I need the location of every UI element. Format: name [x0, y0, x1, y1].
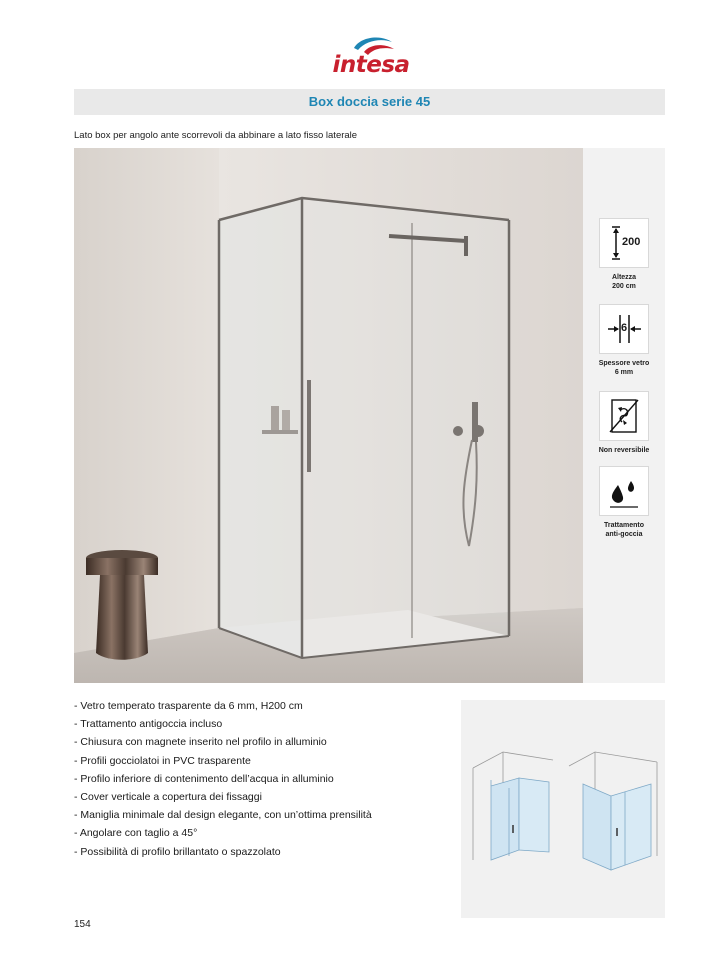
shower-enclosure-image: [74, 148, 583, 683]
feature-thickness: [583, 304, 665, 377]
product-subtitle: Lato box per angolo ante scorrevoli da abbinare a lato fisso laterale: [74, 130, 358, 141]
feature-anti-drop: [583, 466, 665, 539]
list-item: - Trattamento antigoccia incluso: [74, 718, 223, 731]
feature-label: Altezza: [611, 274, 637, 281]
logo-text: intesa: [332, 52, 410, 78]
page-title: Box doccia serie 45: [308, 94, 431, 109]
non-reversible-icon: [599, 391, 649, 441]
glass-thickness-icon: [599, 304, 649, 354]
technical-drawings: [461, 700, 665, 918]
feature-height: [583, 218, 665, 291]
brand-logo: [330, 34, 412, 82]
list-item: - Maniglia minimale dal design elegante, con un’ottima prensilità: [74, 809, 372, 822]
product-photo: [74, 148, 583, 683]
title-bar: [74, 89, 665, 115]
anti-drop-icon: [599, 466, 649, 516]
configuration-drawing: [461, 700, 665, 918]
feature-label: 200 cm: [612, 283, 636, 290]
feature-label: Trattamento: [603, 522, 645, 529]
feature-label: anti-goccia: [605, 531, 643, 538]
list-item: - Profili gocciolatoi in PVC trasparente: [74, 754, 251, 767]
list-item: - Angolare con taglio a 45°: [74, 827, 198, 840]
page-number: 154: [74, 919, 91, 930]
feature-label: Spessore vetro: [598, 360, 650, 367]
list-item: - Chiusura con magnete inserito nel profilo in alluminio: [74, 736, 327, 749]
list-item: - Cover verticale a copertura dei fissaggi: [74, 791, 262, 804]
height-icon: [599, 218, 649, 268]
height-icon-value: 200: [622, 236, 641, 248]
thickness-icon-value: 6: [621, 322, 628, 334]
list-item: - Possibilità di profilo brillantato o spazzolato: [74, 845, 281, 858]
feature-list: [74, 697, 372, 861]
feature-non-reversible: [583, 391, 665, 455]
list-item: - Profilo inferiore di contenimento dell’acqua in alluminio: [74, 772, 334, 785]
list-item: - Vetro temperato trasparente da 6 mm, H200 cm: [74, 700, 303, 712]
features-panel: [583, 148, 665, 683]
feature-label: Non reversibile: [598, 447, 650, 454]
feature-label: 6 mm: [614, 369, 634, 376]
